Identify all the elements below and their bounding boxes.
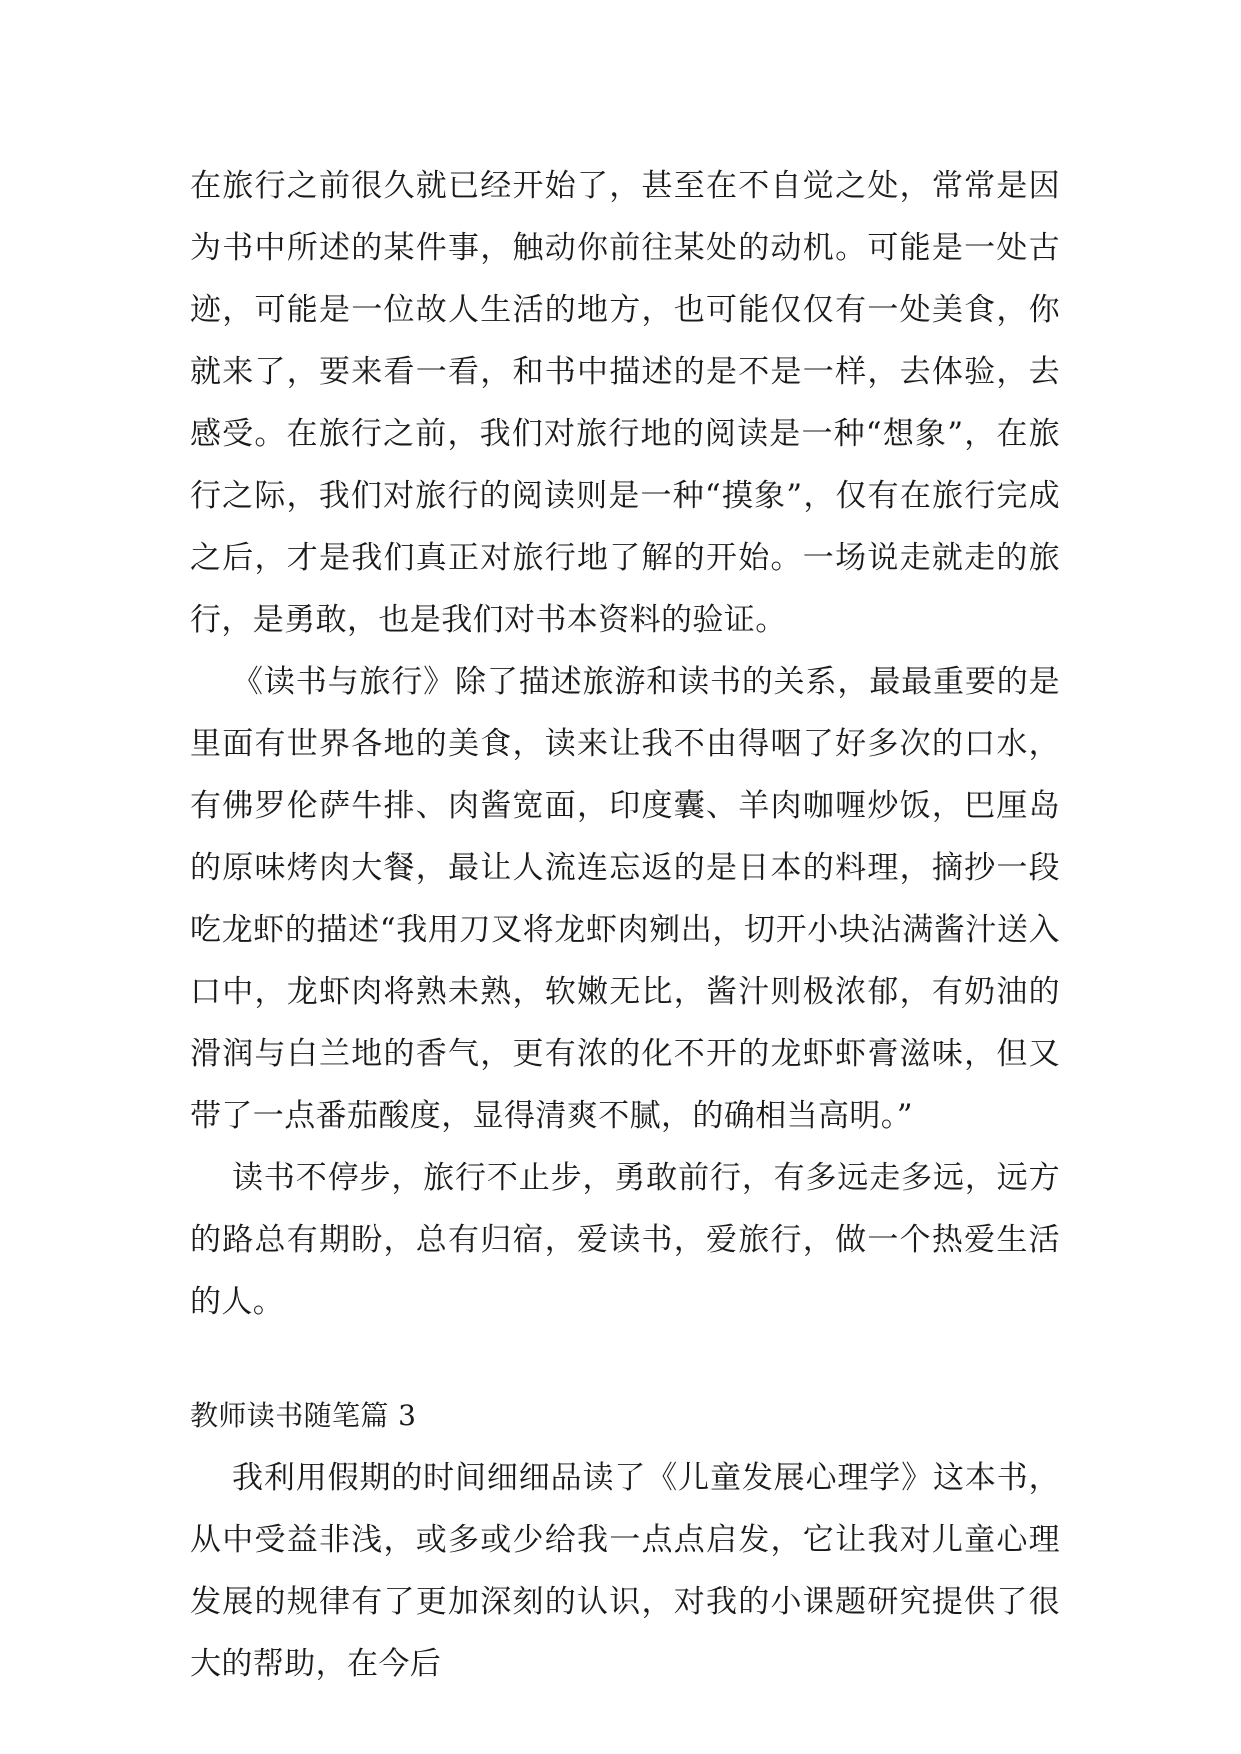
paragraph-continuation: 在旅行之前很久就已经开始了，甚至在不自觉之处，常常是因为书中所述的某件事，触动你前往某处的动机。可能是一处古迹，可能是一位故人生活的地方，也可能仅仅有一处美食，你就来了，要来看一看，和书中描述的是不是一样，去体验，去感受。在旅行之前，我们对旅行地的阅读是一种“想象”，在旅行之际，我们对旅行的阅读则是一种“摸象”，仅有在旅行完成之后，才是我们真正对旅行地了解的开始。一场说走就走的旅行，是勇敢，也是我们对书本资料的验证。 xyxy=(190,168,1060,638)
section-heading: 教师读书随笔篇 3 xyxy=(190,1399,417,1432)
paragraph-book-food: 《读书与旅行》除了描述旅游和读书的关系，最最重要的是里面有世界各地的美食，读来让我不由得咽了好多次的口水，有佛罗伦萨牛排、肉酱宽面，印度囊、羊肉咖喱炒饭，巴厘岛的原味烤肉大餐，最让人流连忘返的是日本的料理，摘抄一段吃龙虾的描述“我用刀叉将龙虾肉剜出，切开小块沾满酱汁送入口中，龙虾肉将熟未熟，软嫩无比，酱汁则极浓郁，有奶油的滑润与白兰地的香气，更有浓的化不开的龙虾虾膏滋味，但又带了一点番茄酸度，显得清爽不腻，的确相当高明。” xyxy=(190,664,1060,1134)
paragraph-section-intro: 我利用假期的时间细细品读了《儿童发展心理学》这本书，从中受益非浅，或多或少给我一点点启发，它让我对儿童心理发展的规律有了更加深刻的认识，对我的小课题研究提供了很大的帮助，在今后 xyxy=(190,1460,1060,1682)
paragraph-conclusion: 读书不停步，旅行不止步，勇敢前行，有多远走多远，远方的路总有期盼，总有归宿，爱读书，爱旅行，做一个热爱生活的人。 xyxy=(190,1160,1060,1320)
document-body xyxy=(190,155,1060,1695)
